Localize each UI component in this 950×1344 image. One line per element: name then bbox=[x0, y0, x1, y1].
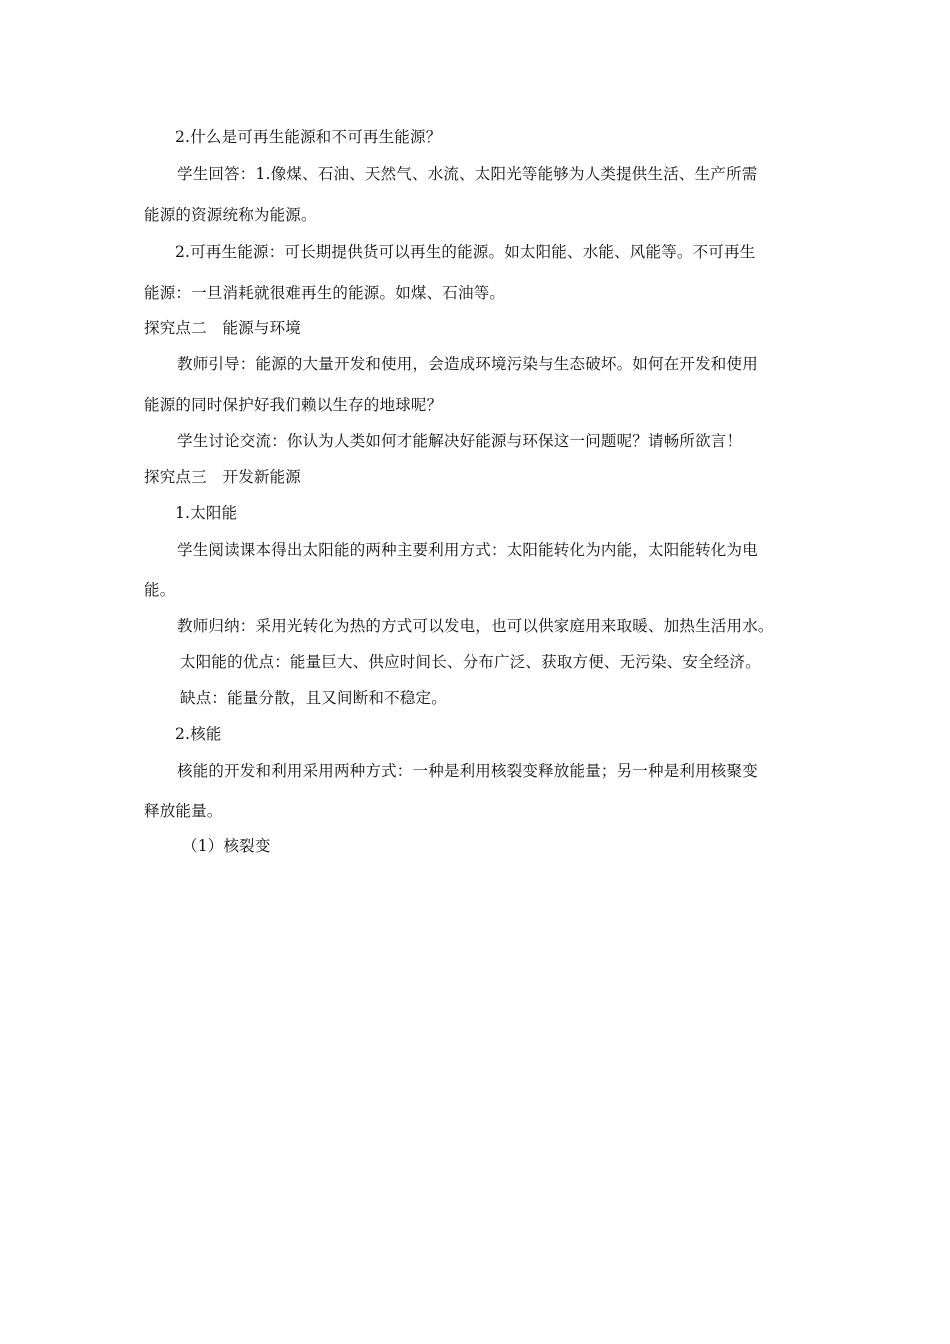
solar-usage-line-1: 学生阅读课本得出太阳能的两种主要利用方式：太阳能转化为内能，太阳能转化为电 bbox=[177, 541, 758, 559]
student-answer-line-2: 能源的资源统称为能源。 bbox=[144, 206, 317, 224]
subheading-solar: 1.太阳能 bbox=[175, 504, 238, 522]
teacher-guide-line-1: 教师引导：能源的大量开发和使用，会造成环境污染与生态破坏。如何在开发和使用 bbox=[177, 355, 758, 373]
renewable-definition-line-1: 2.可再生能源：可长期提供货可以再生的能源。如太阳能、水能、风能等。不可再生 bbox=[175, 243, 756, 261]
renewable-definition-line-2: 能源：一旦消耗就很难再生的能源。如煤、石油等。 bbox=[144, 284, 506, 302]
section-heading-3: 探究点三 开发新能源 bbox=[144, 468, 302, 486]
student-answer-line-1: 学生回答：1.像煤、石油、天然气、水流、太阳光等能够为人类提供生活、生产所需 bbox=[177, 165, 758, 183]
section-heading-2: 探究点二 能源与环境 bbox=[144, 319, 302, 337]
solar-advantages-line: 太阳能的优点：能量巨大、供应时间长、分布广泛、获取方便、无污染、安全经济。 bbox=[180, 653, 761, 671]
teacher-guide-line-2: 能源的同时保护好我们赖以生存的地球呢？ bbox=[144, 396, 443, 414]
subheading-nuclear: 2.核能 bbox=[175, 725, 222, 743]
nuclear-fission-heading: （1）核裂变 bbox=[182, 837, 271, 855]
nuclear-methods-line-2: 释放能量。 bbox=[144, 802, 223, 820]
question-2-line: 2.什么是可再生能源和不可再生能源？ bbox=[175, 128, 442, 146]
solar-disadvantages-line: 缺点：能量分散，且又间断和不稳定。 bbox=[180, 689, 447, 707]
student-discussion-line: 学生讨论交流：你认为人类如何才能解决好能源与环保这一问题呢？请畅所欲言！ bbox=[177, 432, 743, 450]
teacher-summary-line: 教师归纳：采用光转化为热的方式可以发电，也可以供家庭用来取暖、加热生活用水。 bbox=[177, 617, 774, 635]
nuclear-methods-line-1: 核能的开发和利用采用两种方式：一种是利用核裂变释放能量；另一种是利用核聚变 bbox=[177, 762, 758, 780]
solar-usage-line-2: 能。 bbox=[144, 581, 176, 599]
